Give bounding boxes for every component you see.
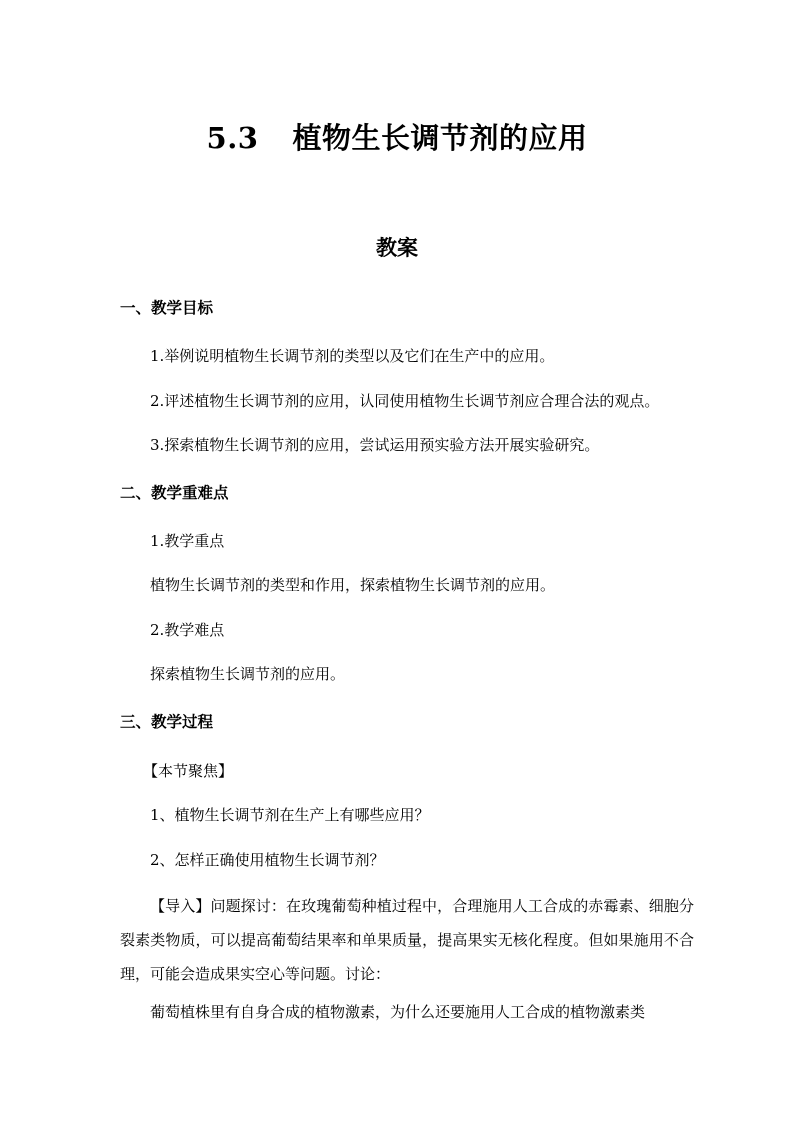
page-title: [0, 118, 794, 158]
goal-item-3: 3.探索植物生长调节剂的应用，尝试运用预实验方法开展实验研究。: [150, 436, 600, 454]
focus-item-1: 1、植物生长调节剂在生产上有哪些应用？: [150, 806, 430, 824]
document-subtitle: 教案: [376, 235, 418, 260]
key-point-label: 1.教学重点: [150, 532, 225, 550]
section-heading-key-points: 二、教学重难点: [120, 483, 229, 502]
section-heading-process: 三、教学过程: [120, 712, 214, 731]
question-paragraph: 葡萄植株里有自身合成的植物激素，为什么还要施用人工合成的植物激素类: [150, 1003, 646, 1021]
section-heading-goals: 一、教学目标: [120, 298, 214, 317]
intro-paragraph: 【导入】问题探讨：在玫瑰葡萄种植过程中，合理施用人工合成的赤霉素、细胞分裂素类物质，可以提高葡萄结果率和单果质量，提高果实无核化程度。但如果施用不合理，可能会造成果实空心等问题。讨论：: [120, 897, 694, 983]
key-point-text: 植物生长调节剂的类型和作用，探索植物生长调节剂的应用。: [150, 576, 556, 594]
difficult-point-label: 2.教学难点: [150, 621, 225, 639]
goal-item-2: 2.评述植物生长调节剂的应用，认同使用植物生长调节剂应合理合法的观点。: [150, 392, 660, 410]
title-number: 5.3: [206, 121, 259, 155]
title-text: 植物生长调节剂的应用: [292, 121, 588, 155]
difficult-point-text: 探索植物生长调节剂的应用。: [150, 665, 346, 683]
goal-item-1: 1.举例说明植物生长调节剂的类型以及它们在生产中的应用。: [150, 347, 555, 365]
focus-item-2: 2、怎样正确使用植物生长调节剂？: [150, 851, 385, 869]
focus-label: 【本节聚焦】: [143, 762, 234, 780]
